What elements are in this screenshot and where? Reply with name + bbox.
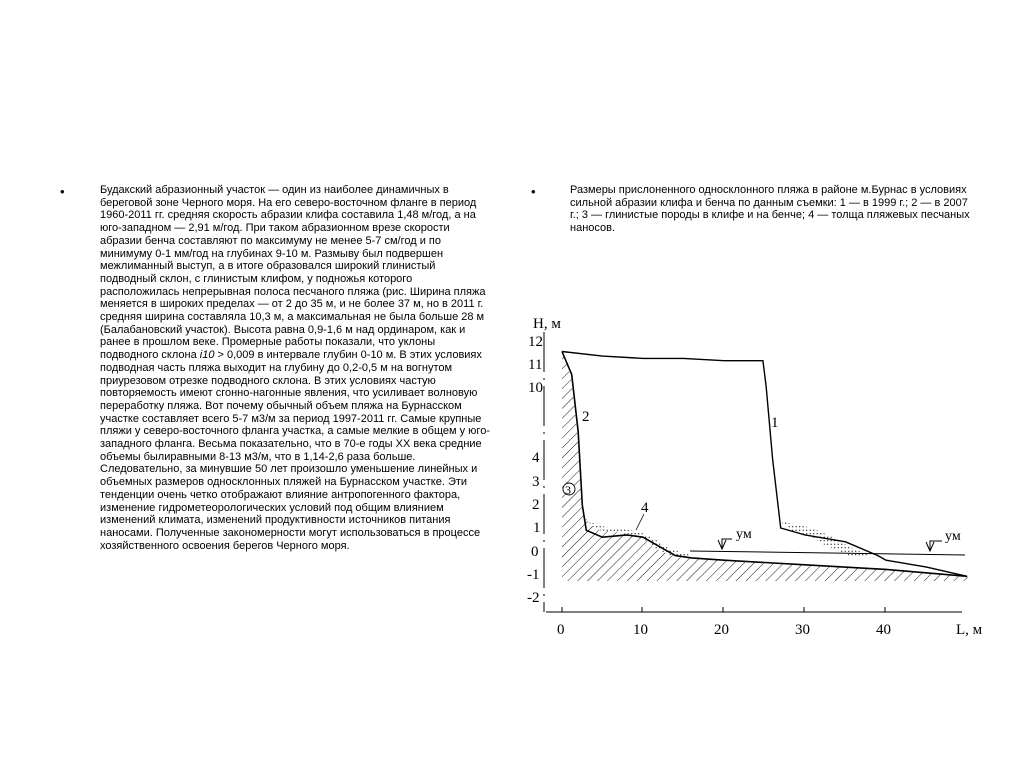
y-tick-label: 12 [528, 334, 543, 350]
x-axis-label: L, м [956, 622, 983, 638]
left-paragraph [100, 184, 492, 552]
y-tick-label: 1 [533, 520, 541, 536]
y-tick-label: 4 [532, 450, 540, 466]
figure-caption: Размеры прислоненного односклонного пляжа в районе м.Бурнас в условиях сильной абразии клифа и бенча по данным съемки: 1 — в 1999 г.; 2 — в 2007 г.; 3 — глинистые породы в клифе и на бенче; 4 — толща пляжевых песчаных наносов. [570, 184, 970, 235]
profile-label-4: 4 [641, 500, 649, 516]
beach-profile-chart [520, 305, 990, 650]
left-paragraph-part1: Будакский абразионный участок — один из наиболее динамичных в береговой зоне Черного моря. На его северо-восточном фланге в период 1960-2011 гг. средняя скорость абразии клифа составила 1,48 м/год, а на юго-западном — 2,91 м/год. При таком абразионном врезе скорости абразии бенча составляют по максимуму не менее 5-7 см/год и по минимуму 0-1 мм/год на глубинах 9-10 м. Размыву был подвершен межлиманный выступ, а в итоге образовался широкий глинистый подводный склон, с глинистым клифом, у подножья которого расположилась непрерывная полоса песчаного пляжа (рис. Ширина пляжа меняется в широких пределах — от 2 до 35 м, и не более 37 м, но в 2011 г. средняя ширина составляла 10,3 м, а максимальная не была больше 28 м (Балабановский участок). Высота равна 0,9-1,6 м над ординаром, как и ранее в прошлом веке. Промерные работы показали, что уклоны подводного склона [100, 184, 486, 362]
y-tick-label: -1 [527, 567, 540, 583]
clay-body [562, 350, 968, 581]
water-level-label-2: ум [945, 529, 961, 544]
x-tick-label: 30 [795, 622, 810, 638]
y-tick-label: 10 [528, 380, 543, 396]
label-4-leader [636, 514, 644, 530]
y-axis-label: H, м [533, 316, 561, 332]
x-tick-label: 20 [714, 622, 729, 638]
x-tick-label: 0 [557, 622, 565, 638]
x-tick-label: 40 [876, 622, 891, 638]
water-level-label-1: ум [736, 527, 752, 542]
y-tick-label: 2 [532, 497, 540, 513]
profile-label-2: 2 [582, 409, 590, 425]
water-level-line [690, 551, 965, 555]
water-level-marker-2 [926, 541, 942, 551]
water-level-marker-1 [718, 539, 732, 549]
y-tick-label: -2 [527, 590, 540, 606]
y-tick-label: 3 [532, 474, 540, 490]
x-tick-label: 10 [633, 622, 648, 638]
slope-symbol: i10 [199, 349, 215, 362]
left-bullet: • [60, 184, 65, 199]
y-tick-label: 11 [528, 357, 543, 373]
profile-label-1: 1 [771, 415, 779, 431]
right-bullet: • [531, 184, 536, 199]
profile-label-3: 3 [565, 483, 571, 497]
left-paragraph-part2: > 0,009 в интервале глубин 0-10 м. В этих условиях подводная часть пляжа выходит на глубину до 0,2-0,5 м на вогнутом приурезовом отрезке подводного склона. В этих условиях частую повторяемость имеют сгонно-нагонные явления, что усиливает волновую переработку пляжа. Вот почему обычный объем пляжа на Бурнасском участке составляет всего 5-7 м3/м за период 1997-2011 гг. Самые крупные пляжи у северо-восточного фланга участка, а самые мелкие в общем у юго-западного фланга. Весьма показательно, что в 70-е годы XX века средние объемы былиравными 8-13 м3/м, что в 1,14-2,6 раза больше. Следовательно, за минувшие 50 лет произошло уменьшение линейных и объемных размеров односклонных пляжей на Бурнасском участке. Эти тенденции очень четко отображают влияние антропогенного фактора, изменение гидрометеорологических условий под общим влиянием изменений климата, изменений продуктивности источников питания наносами. Полученные закономерности могут использоваться в процессе хозяйственного освоения берегов Черного моря. [100, 349, 490, 552]
y-tick-label: 0 [531, 544, 539, 560]
